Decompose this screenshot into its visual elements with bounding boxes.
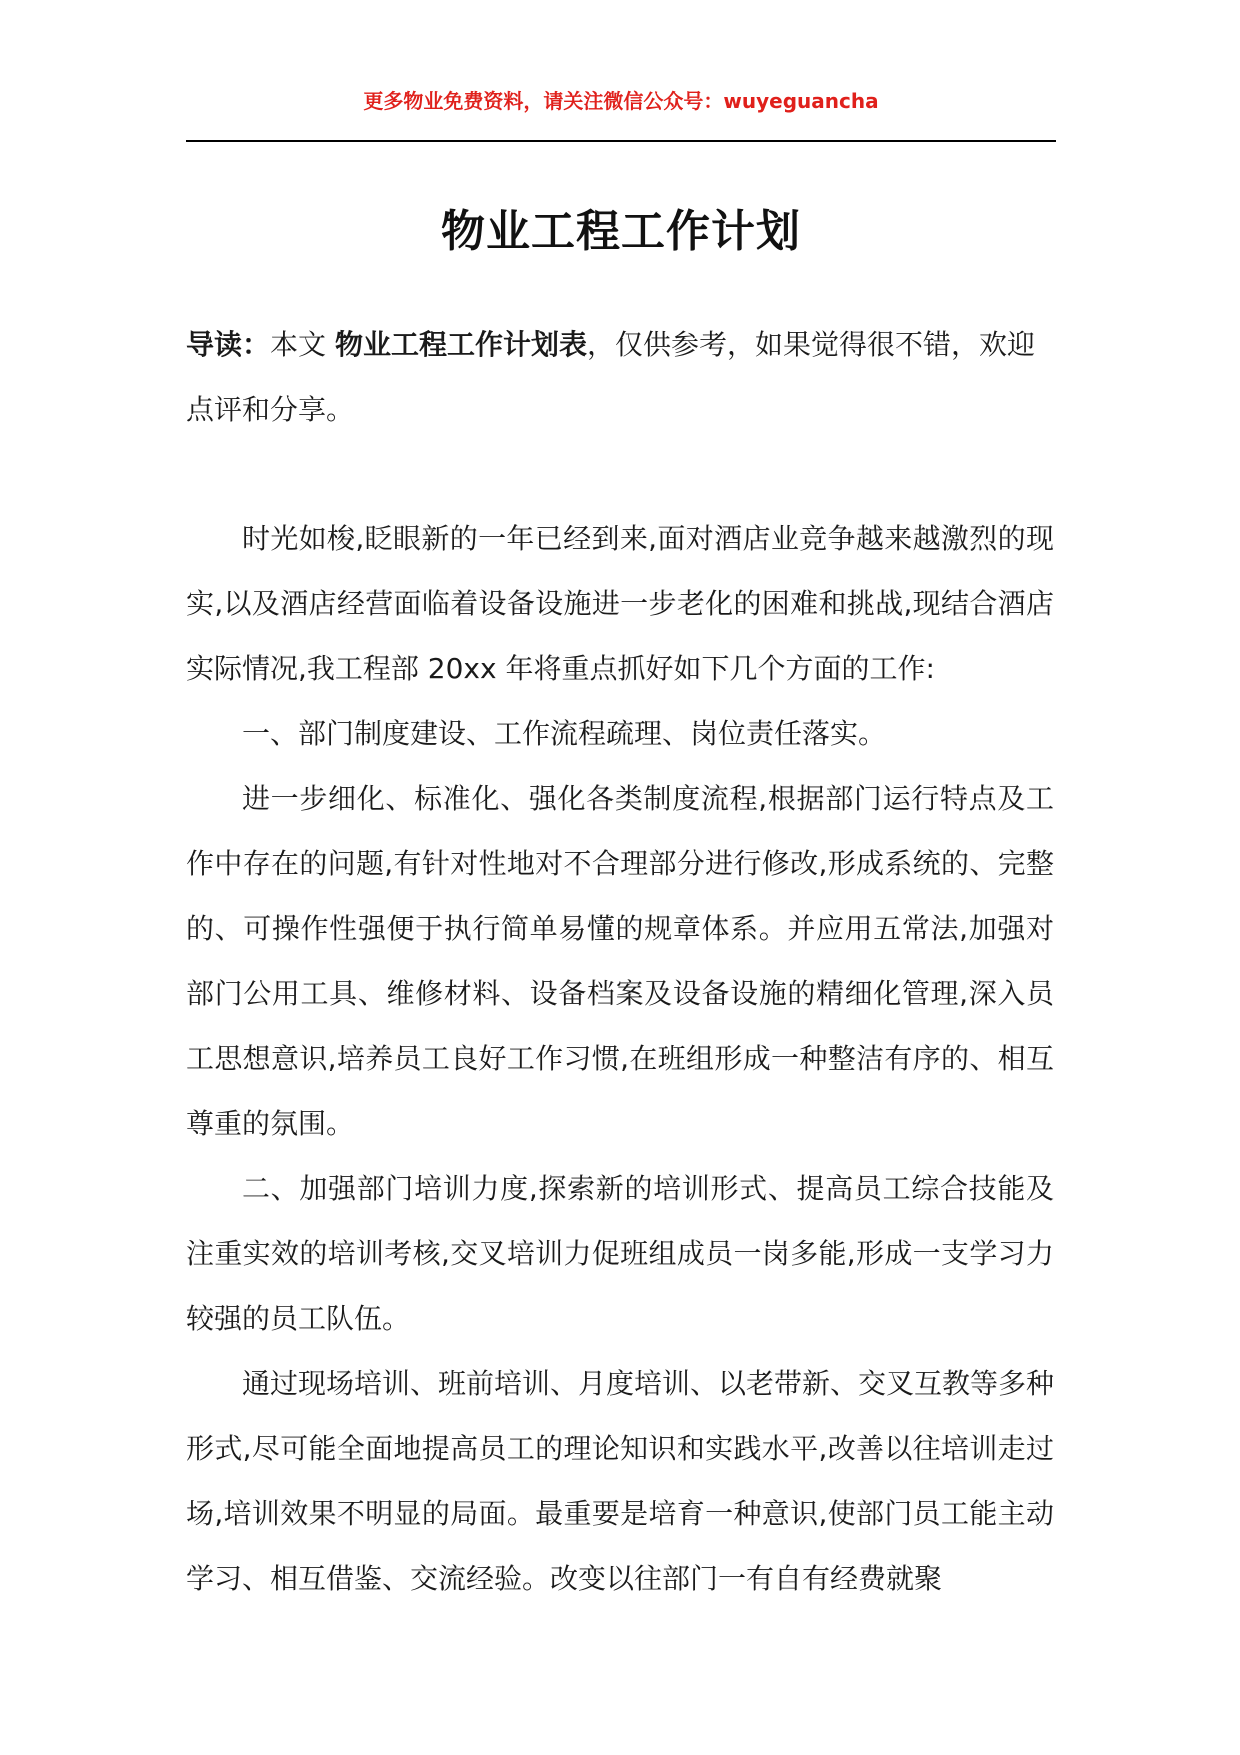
section-heading-2: 二、加强部门培训力度,探索新的培训形式、提高员工综合技能及注重实效的培训考核,交叉培训力促班组成员一岗多能,形成一支学习力较强的员工队伍。: [186, 1172, 1054, 1335]
header-promo-note: 更多物业免费资料，请关注微信公众号：wuyeguancha: [363, 89, 879, 113]
intro-paragraph: [186, 312, 1054, 442]
document-body: [186, 506, 1054, 1611]
intro-colon: ：: [242, 328, 271, 361]
body-paragraph-3: 通过现场培训、班前培训、月度培训、以老带新、交叉互教等多种形式,尽可能全面地提高员工的理论知识和实践水平,改善以往培训走过场,培训效果不明显的局面。最重要是培育一种意识,使部门员工能主动学习、相互借鉴、交流经验。改变以往部门一有自有经费就聚: [186, 1367, 1055, 1595]
header-divider: [186, 140, 1056, 142]
intro-label: 导读: [186, 328, 243, 361]
document-title: 物业工程工作计划: [441, 206, 801, 257]
section-heading-1: 一、部门制度建设、工作流程疏理、岗位责任落实。: [242, 717, 887, 750]
intro-title-ref: 物业工程工作计划表: [334, 328, 587, 361]
body-paragraph-2: 进一步细化、标准化、强化各类制度流程,根据部门运行特点及工作中存在的问题,有针对性地对不合理部分进行修改,形成系统的、完整的、可操作性强便于执行简单易懂的规章体系。并应用五常法,加强对部门公用工具、维修材料、设备档案及设备设施的精细化管理,深入员工思想意识,培养员工良好工作习惯,在班组形成一种整洁有序的、相互尊重的氛围。: [186, 782, 1054, 1140]
body-paragraph-1: 时光如梭,眨眼新的一年已经到来,面对酒店业竞争越来越激烈的现实,以及酒店经营面临着设备设施进一步老化的困难和挑战,现结合酒店实际情况,我工程部 20xx 年将重点抓好如下几个方面的工作:: [186, 522, 1054, 685]
intro-prefix: 本文: [270, 328, 335, 361]
intro-suffix: ，仅供参考，如果觉得很不错，欢迎点评和分享。: [186, 328, 1035, 426]
